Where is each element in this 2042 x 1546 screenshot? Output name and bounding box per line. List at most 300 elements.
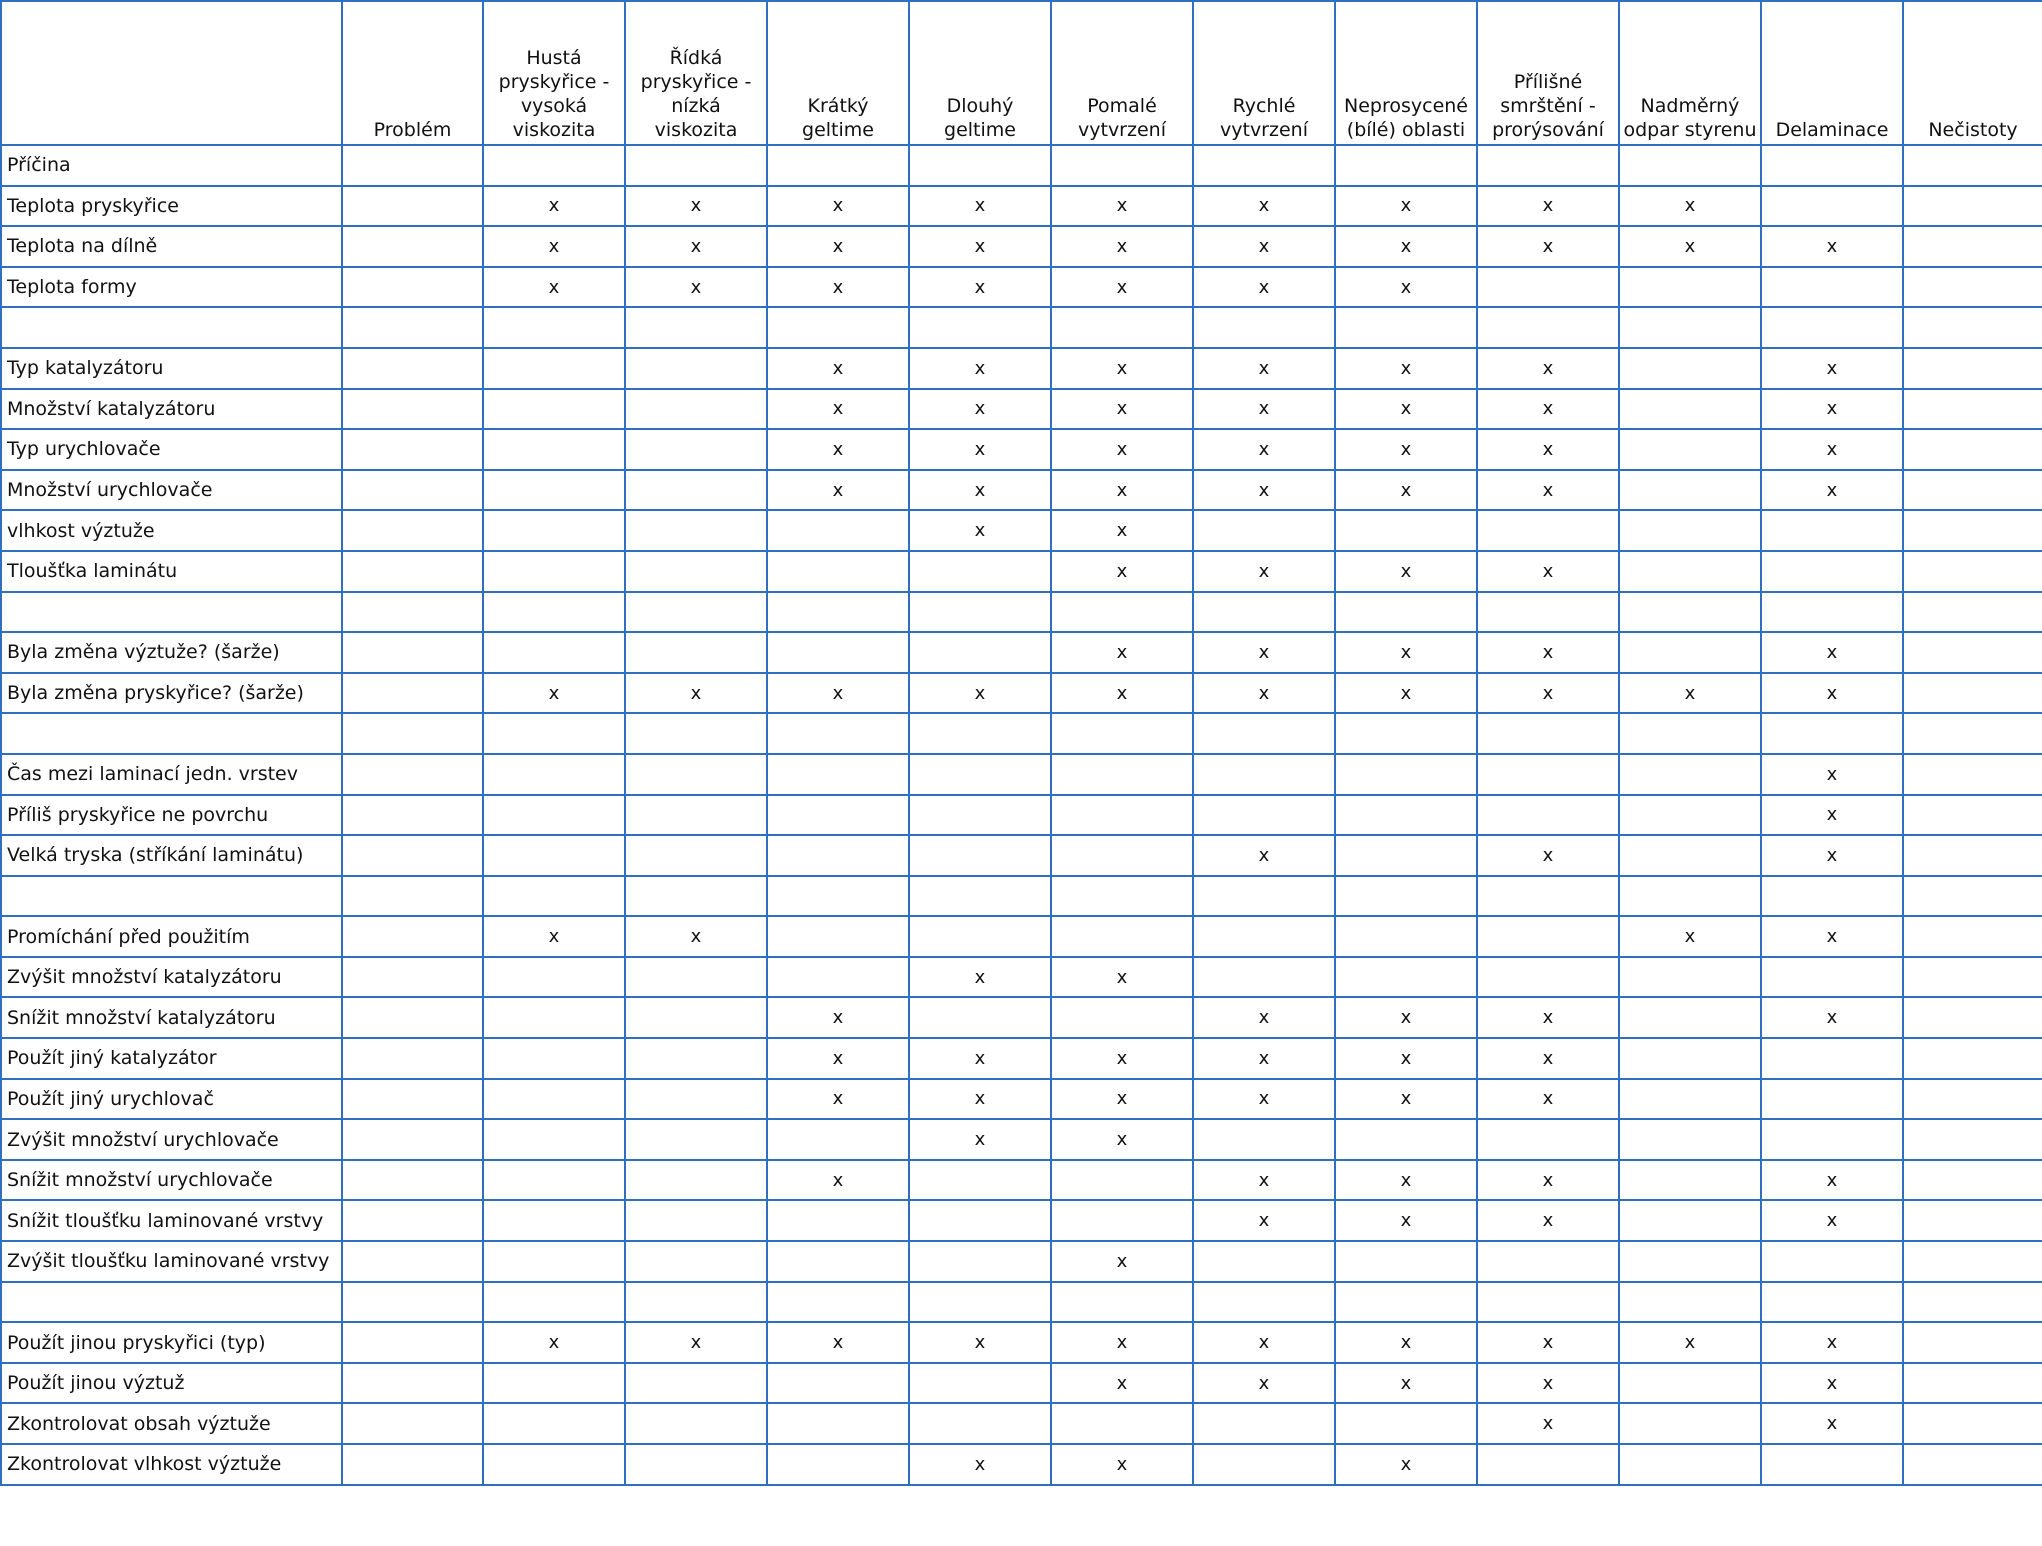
row-label: Typ urychlovače	[1, 429, 342, 470]
table-row	[1, 470, 2042, 511]
row-label: Promíchání před použitím	[1, 916, 342, 957]
table-cell	[767, 1200, 909, 1241]
table-cell	[483, 754, 625, 795]
table-cell: x	[1193, 226, 1335, 267]
table-row	[1, 429, 2042, 470]
table-cell	[1193, 1444, 1335, 1485]
table-cell	[342, 1403, 483, 1444]
table-cell	[625, 551, 767, 592]
table-cell	[625, 713, 767, 754]
table-cell	[1335, 510, 1477, 551]
table-cell: x	[1477, 1363, 1619, 1404]
table-cell	[1335, 1119, 1477, 1160]
row-label: Teplota na dílně	[1, 226, 342, 267]
table-cell: x	[1193, 1322, 1335, 1363]
table-cell	[1903, 997, 2042, 1038]
table-cell: x	[767, 1079, 909, 1120]
table-cell: x	[625, 1322, 767, 1363]
row-label	[1, 713, 342, 754]
table-row	[1, 997, 2042, 1038]
table-cell	[625, 795, 767, 836]
table-cell: x	[1193, 267, 1335, 308]
table-cell: x	[483, 226, 625, 267]
table-cell	[1477, 1282, 1619, 1323]
table-cell: x	[1761, 1403, 1903, 1444]
table-cell	[1335, 145, 1477, 186]
table-cell	[483, 510, 625, 551]
table-cell: x	[767, 1038, 909, 1079]
table-cell	[483, 429, 625, 470]
table-cell	[342, 551, 483, 592]
spacer-row	[1, 592, 2042, 633]
table-cell	[483, 592, 625, 633]
table-cell	[1477, 795, 1619, 836]
table-cell	[342, 997, 483, 1038]
table-cell	[483, 876, 625, 917]
table-cell: x	[1477, 470, 1619, 511]
table-row	[1, 1322, 2042, 1363]
table-cell: x	[909, 1079, 1051, 1120]
table-cell	[342, 1200, 483, 1241]
table-cell: x	[1051, 551, 1193, 592]
table-cell	[342, 1322, 483, 1363]
table-cell	[1619, 348, 1761, 389]
table-cell	[625, 1160, 767, 1201]
table-cell	[1477, 957, 1619, 998]
table-cell	[1051, 876, 1193, 917]
table-row	[1, 389, 2042, 430]
table-cell	[1619, 510, 1761, 551]
table-cell: x	[1335, 1363, 1477, 1404]
table-cell: x	[1335, 673, 1477, 714]
table-cell: x	[1619, 226, 1761, 267]
row-label: Snížit tloušťku laminované vrstvy	[1, 1200, 342, 1241]
table-cell	[483, 835, 625, 876]
table-cell	[1193, 795, 1335, 836]
table-cell: x	[1761, 348, 1903, 389]
table-cell: x	[625, 186, 767, 227]
table-cell	[1903, 835, 2042, 876]
table-cell	[1619, 1038, 1761, 1079]
table-cell	[625, 1282, 767, 1323]
table-cell	[1903, 916, 2042, 957]
column-header: Nadměrný odpar styrenu	[1619, 1, 1761, 145]
table-cell: x	[625, 226, 767, 267]
table-cell: x	[767, 267, 909, 308]
table-cell: x	[1335, 226, 1477, 267]
table-cell: x	[1619, 186, 1761, 227]
table-cell	[1477, 713, 1619, 754]
row-label: Použít jiný urychlovač	[1, 1079, 342, 1120]
table-cell	[1761, 1038, 1903, 1079]
table-cell: x	[1477, 632, 1619, 673]
table-cell: x	[1051, 1363, 1193, 1404]
table-cell: x	[1761, 429, 1903, 470]
table-cell	[342, 186, 483, 227]
table-cell	[1761, 876, 1903, 917]
table-cell	[1619, 145, 1761, 186]
table-cell: x	[1193, 348, 1335, 389]
table-cell: x	[1761, 1200, 1903, 1241]
row-label: Typ katalyzátoru	[1, 348, 342, 389]
table-cell	[1903, 876, 2042, 917]
table-cell: x	[1761, 389, 1903, 430]
table-cell	[1619, 835, 1761, 876]
table-cell	[1193, 957, 1335, 998]
table-cell	[1903, 1363, 2042, 1404]
row-label	[1, 307, 342, 348]
spacer-row	[1, 876, 2042, 917]
table-cell: x	[767, 226, 909, 267]
table-cell: x	[1761, 673, 1903, 714]
table-cell	[767, 145, 909, 186]
row-label: Teplota pryskyřice	[1, 186, 342, 227]
table-cell	[1619, 1241, 1761, 1282]
table-cell	[625, 632, 767, 673]
table-cell	[909, 551, 1051, 592]
table-cell	[1903, 754, 2042, 795]
table-cell: x	[1477, 997, 1619, 1038]
table-cell	[1335, 1241, 1477, 1282]
row-label: Čas mezi laminací jedn. vrstev	[1, 754, 342, 795]
table-cell: x	[1761, 1363, 1903, 1404]
table-cell	[1903, 957, 2042, 998]
table-cell	[1477, 592, 1619, 633]
row-label: Příčina	[1, 145, 342, 186]
table-row	[1, 1241, 2042, 1282]
row-label: Byla změna výztuže? (šarže)	[1, 632, 342, 673]
table-cell	[1903, 1119, 2042, 1160]
row-label: Zvýšit množství katalyzátoru	[1, 957, 342, 998]
table-cell	[909, 916, 1051, 957]
table-cell	[1903, 551, 2042, 592]
table-cell: x	[1335, 1160, 1477, 1201]
table-cell	[1193, 307, 1335, 348]
table-cell	[1903, 1160, 2042, 1201]
table-cell	[342, 916, 483, 957]
row-label	[1, 876, 342, 917]
table-cell: x	[1193, 1038, 1335, 1079]
table-cell: x	[625, 673, 767, 714]
table-cell	[1761, 1241, 1903, 1282]
table-cell	[1619, 551, 1761, 592]
table-cell	[1051, 1403, 1193, 1444]
table-cell	[767, 632, 909, 673]
table-cell: x	[767, 186, 909, 227]
table-cell	[909, 592, 1051, 633]
table-row	[1, 1119, 2042, 1160]
table-cell	[767, 1403, 909, 1444]
table-cell: x	[1477, 1079, 1619, 1120]
table-cell	[909, 754, 1051, 795]
table-cell: x	[1051, 389, 1193, 430]
table-cell: x	[1335, 1200, 1477, 1241]
table-row	[1, 1403, 2042, 1444]
table-cell: x	[1051, 1444, 1193, 1485]
table-cell	[1051, 592, 1193, 633]
table-cell: x	[1477, 348, 1619, 389]
table-cell: x	[909, 226, 1051, 267]
table-cell: x	[1193, 632, 1335, 673]
table-cell	[1903, 226, 2042, 267]
table-cell	[1761, 186, 1903, 227]
table-cell	[342, 267, 483, 308]
column-header: Pomalé vytvrzení	[1051, 1, 1193, 145]
table-cell	[1619, 429, 1761, 470]
table-cell: x	[909, 957, 1051, 998]
table-cell: x	[1761, 470, 1903, 511]
table-cell	[1335, 916, 1477, 957]
table-cell	[767, 876, 909, 917]
table-cell	[625, 876, 767, 917]
table-cell	[625, 754, 767, 795]
table-cell: x	[1619, 916, 1761, 957]
table-cell: x	[1335, 997, 1477, 1038]
table-cell	[625, 1403, 767, 1444]
table-cell	[483, 1363, 625, 1404]
table-cell	[1761, 713, 1903, 754]
column-header: Dlouhý geltime	[909, 1, 1051, 145]
table-cell	[909, 632, 1051, 673]
table-cell: x	[767, 997, 909, 1038]
table-cell	[1903, 1241, 2042, 1282]
row-label: Množství urychlovače	[1, 470, 342, 511]
table-cell: x	[1051, 510, 1193, 551]
spacer-row	[1, 713, 2042, 754]
table-cell: x	[909, 348, 1051, 389]
table-cell	[909, 1160, 1051, 1201]
table-cell: x	[1051, 1079, 1193, 1120]
table-cell: x	[1761, 795, 1903, 836]
table-cell	[1761, 267, 1903, 308]
row-label: Zvýšit tloušťku laminované vrstvy	[1, 1241, 342, 1282]
table-cell	[1193, 1282, 1335, 1323]
table-cell	[625, 429, 767, 470]
table-cell: x	[1335, 348, 1477, 389]
table-cell	[1193, 510, 1335, 551]
table-cell	[1335, 307, 1477, 348]
row-label: Tloušťka laminátu	[1, 551, 342, 592]
table-cell	[1335, 1403, 1477, 1444]
spacer-row	[1, 307, 2042, 348]
table-cell	[1619, 1282, 1761, 1323]
table-cell	[767, 713, 909, 754]
table-cell: x	[1335, 551, 1477, 592]
table-cell	[767, 1363, 909, 1404]
row-label: vlhkost výztuže	[1, 510, 342, 551]
table-cell: x	[909, 1119, 1051, 1160]
table-cell	[1619, 1119, 1761, 1160]
table-cell	[483, 1241, 625, 1282]
table-cell	[342, 226, 483, 267]
table-cell	[1619, 389, 1761, 430]
table-cell	[1903, 145, 2042, 186]
table-cell	[483, 632, 625, 673]
table-cell	[1335, 713, 1477, 754]
table-cell	[767, 1241, 909, 1282]
table-cell	[1051, 916, 1193, 957]
table-cell	[625, 470, 767, 511]
table-cell	[1903, 1403, 2042, 1444]
table-cell: x	[767, 1322, 909, 1363]
table-cell: x	[909, 429, 1051, 470]
table-cell: x	[1051, 470, 1193, 511]
table-cell: x	[1193, 429, 1335, 470]
table-cell	[909, 997, 1051, 1038]
table-cell	[1477, 876, 1619, 917]
table-cell: x	[1051, 226, 1193, 267]
table-cell	[342, 1363, 483, 1404]
table-cell	[342, 713, 483, 754]
column-header: Problém	[342, 1, 483, 145]
table-cell	[1761, 510, 1903, 551]
table-cell: x	[1193, 186, 1335, 227]
table-cell	[1903, 348, 2042, 389]
table-cell	[1619, 1079, 1761, 1120]
table-cell	[342, 1444, 483, 1485]
table-cell: x	[767, 348, 909, 389]
table-cell	[767, 592, 909, 633]
table-cell	[483, 1282, 625, 1323]
row-label	[1, 1282, 342, 1323]
table-cell	[767, 307, 909, 348]
table-cell	[1761, 307, 1903, 348]
table-cell	[767, 835, 909, 876]
table-cell: x	[1477, 226, 1619, 267]
table-cell: x	[483, 267, 625, 308]
table-cell: x	[1335, 1444, 1477, 1485]
table-cell	[1903, 429, 2042, 470]
column-header: Hustá pryskyřice - vysoká viskozita	[483, 1, 625, 145]
row-label: Zvýšit množství urychlovače	[1, 1119, 342, 1160]
table-cell: x	[1051, 186, 1193, 227]
table-cell	[1903, 673, 2042, 714]
table-cell	[1619, 470, 1761, 511]
table-cell	[1903, 1079, 2042, 1120]
table-cell: x	[1477, 389, 1619, 430]
table-cell	[1477, 916, 1619, 957]
row-label	[1, 592, 342, 633]
table-cell	[1903, 1038, 2042, 1079]
table-cell: x	[1193, 389, 1335, 430]
table-cell: x	[1761, 835, 1903, 876]
table-cell	[1335, 795, 1477, 836]
table-cell	[1051, 754, 1193, 795]
table-cell	[767, 916, 909, 957]
table-row	[1, 1444, 2042, 1485]
column-header: Řídká pryskyřice - nízká viskozita	[625, 1, 767, 145]
table-cell	[483, 307, 625, 348]
table-cell	[767, 754, 909, 795]
table-cell	[483, 957, 625, 998]
row-label: Příliš pryskyřice ne povrchu	[1, 795, 342, 836]
table-cell: x	[1051, 957, 1193, 998]
table-cell: x	[1619, 1322, 1761, 1363]
table-cell	[1903, 1322, 2042, 1363]
table-cell	[1051, 713, 1193, 754]
table-body	[1, 145, 2042, 1485]
table-cell	[1761, 145, 1903, 186]
column-header: Krátký geltime	[767, 1, 909, 145]
table-cell	[483, 997, 625, 1038]
table-row	[1, 226, 2042, 267]
row-label: Použít jiný katalyzátor	[1, 1038, 342, 1079]
table-cell: x	[909, 1444, 1051, 1485]
table-cell: x	[1051, 267, 1193, 308]
table-cell	[625, 1038, 767, 1079]
table-cell	[483, 551, 625, 592]
table-row	[1, 957, 2042, 998]
table-cell: x	[1193, 1200, 1335, 1241]
table-cell: x	[1335, 1038, 1477, 1079]
table-cell: x	[1051, 1119, 1193, 1160]
table-row	[1, 673, 2042, 714]
table-cell	[483, 1119, 625, 1160]
row-label: Teplota formy	[1, 267, 342, 308]
row-label: Velká tryska (stříkání laminátu)	[1, 835, 342, 876]
table-cell	[483, 795, 625, 836]
table-cell: x	[767, 470, 909, 511]
table-cell	[909, 1282, 1051, 1323]
table-cell: x	[767, 673, 909, 714]
table-cell	[1051, 835, 1193, 876]
table-cell	[1051, 1282, 1193, 1323]
table-cell	[342, 470, 483, 511]
row-label: Množství katalyzátoru	[1, 389, 342, 430]
table-cell: x	[1193, 1079, 1335, 1120]
column-header: Nečistoty	[1903, 1, 2042, 145]
table-cell	[909, 876, 1051, 917]
table-cell: x	[1193, 470, 1335, 511]
table-cell	[483, 1403, 625, 1444]
table-cell	[1903, 632, 2042, 673]
table-row	[1, 1079, 2042, 1120]
table-cell	[1335, 835, 1477, 876]
table-cell	[909, 1200, 1051, 1241]
table-row	[1, 916, 2042, 957]
table-cell	[767, 1444, 909, 1485]
column-header: Neprosycené (bílé) oblasti	[1335, 1, 1477, 145]
table-cell	[1051, 1160, 1193, 1201]
table-row	[1, 510, 2042, 551]
table-cell	[483, 470, 625, 511]
table-cell: x	[1051, 673, 1193, 714]
table-cell	[1477, 307, 1619, 348]
table-cell	[1903, 1200, 2042, 1241]
table-cell: x	[1193, 1160, 1335, 1201]
table-cell: x	[1477, 1038, 1619, 1079]
table-cell: x	[767, 429, 909, 470]
table-cell	[767, 510, 909, 551]
table-row	[1, 267, 2042, 308]
table-cell: x	[1477, 1200, 1619, 1241]
column-header-corner	[1, 1, 342, 145]
table-cell	[625, 1363, 767, 1404]
table-row	[1, 1038, 2042, 1079]
table-cell: x	[1335, 470, 1477, 511]
table-cell	[1761, 592, 1903, 633]
table-cell	[625, 997, 767, 1038]
table-cell	[342, 1119, 483, 1160]
table-cell	[1619, 267, 1761, 308]
table-cell	[767, 1119, 909, 1160]
table-cell: x	[1619, 673, 1761, 714]
table-cell	[1619, 957, 1761, 998]
table-cell	[1903, 510, 2042, 551]
table-cell: x	[1335, 186, 1477, 227]
table-cell	[1761, 957, 1903, 998]
table-cell	[1477, 1444, 1619, 1485]
